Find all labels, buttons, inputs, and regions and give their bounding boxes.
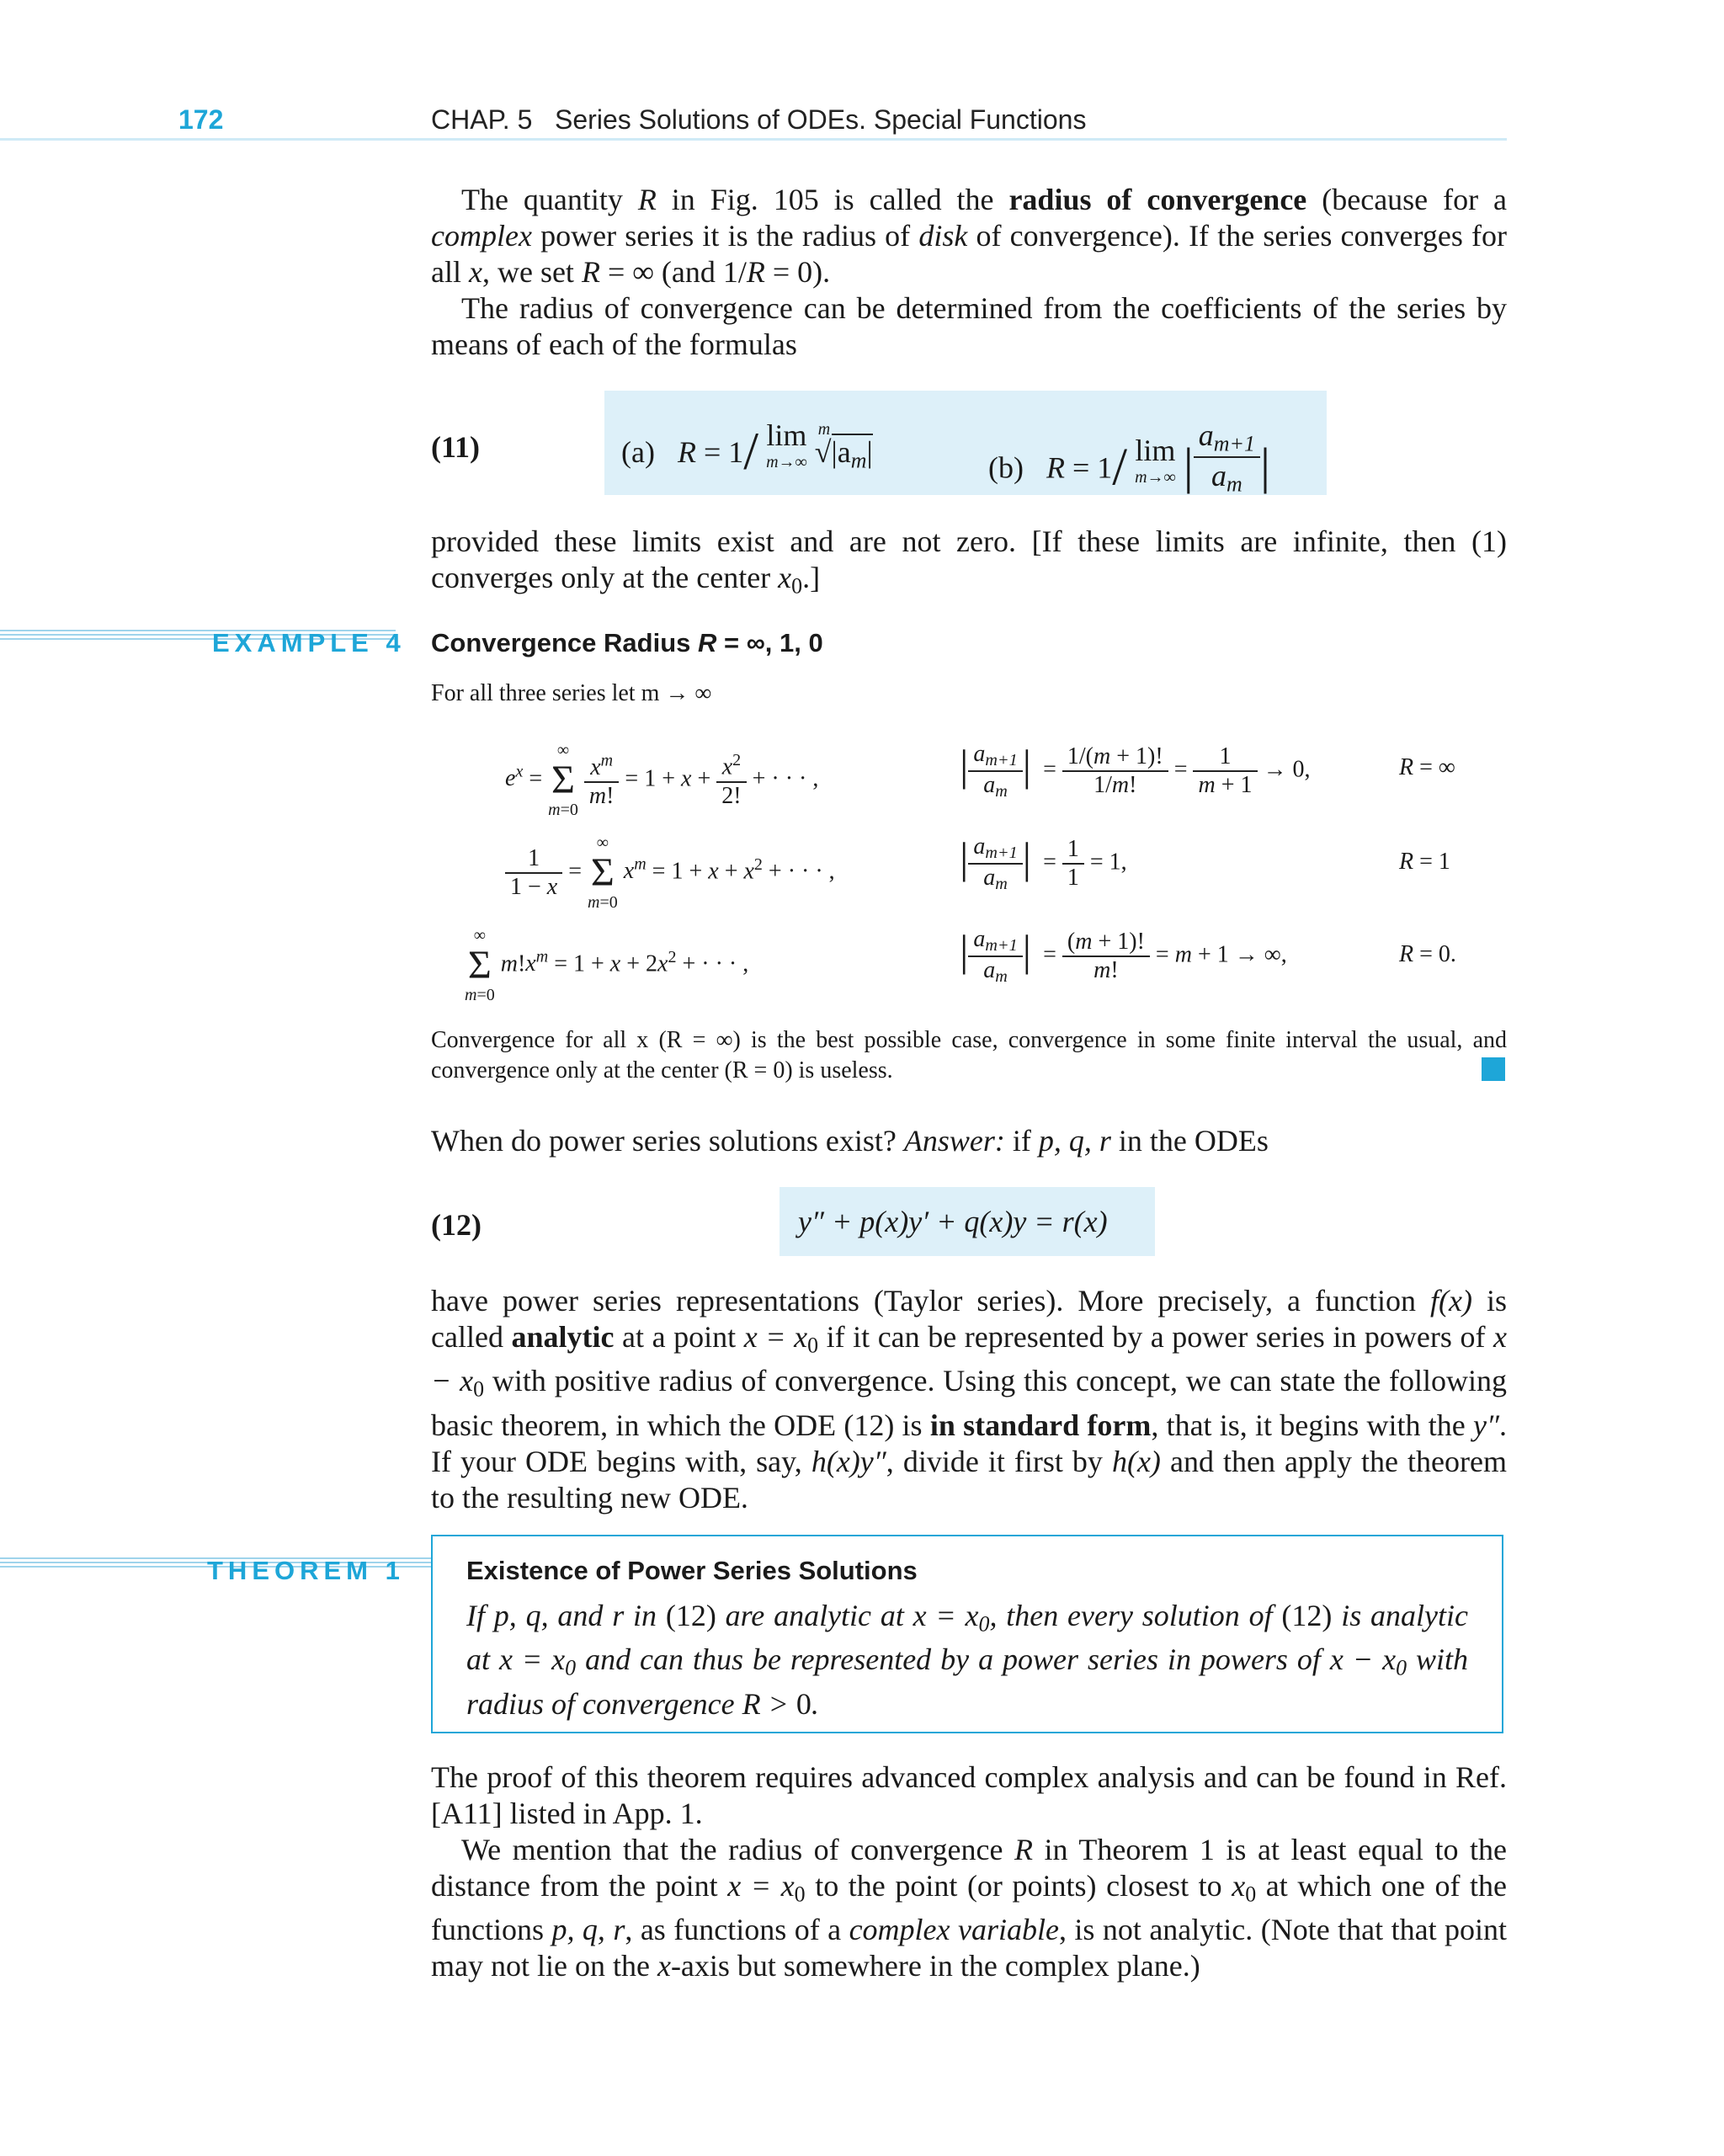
end-of-example-square xyxy=(1482,1057,1505,1081)
header-rule xyxy=(0,138,1507,141)
example-intro: For all three series let m → ∞ xyxy=(431,680,712,706)
equation-12-formula: y″ + p(x)y′ + q(x)y = r(x) xyxy=(798,1205,1108,1238)
example-row-1-result: R = ∞ xyxy=(1399,754,1455,780)
example-label: EXAMPLE 4 xyxy=(212,628,406,657)
running-head: CHAP. 5 Series Solutions of ODEs. Special Functions xyxy=(431,104,1087,135)
paragraph-question: When do power series solutions exist? Answer: if p, q, r in the ODEs xyxy=(431,1124,1269,1158)
example-row-1-ratio: | $\frac{a_{m+1}}{a_m}$ | = $\frac{1/(m + 1)!}{1/m!}$ = $\frac{1}{m + 1}$ → 0, xyxy=(960,741,1311,801)
example-row-3-series: ∞ Σ m=0 $m!x^m = 1 + x + 2x^2$ + · · · , xyxy=(465,926,749,1004)
theorem-label: THEOREM 1 xyxy=(207,1556,405,1585)
paragraph-analytic: have power series representations (Taylor series). More precisely, a function f(x) is called analytic at a point $x = x_0$ if it can be represented by a power series in powers of $x - x_0$ with positive radius of convergence. Using this concept, we can state the following basic theorem, in which the ODE (12) is in standard form, that is, it begins with the y″. If your ODE begins with, say, h(x)y″, divide it first by h(x) and then apply the theorem to the resulting new ODE. xyxy=(431,1284,1508,1515)
intro-paragraphs xyxy=(431,182,1507,363)
theorem-title: Existence of Power Series Solutions xyxy=(466,1556,918,1585)
paragraph-formulas: The radius of convergence can be determined from the coefficients of the series by means of each of the formulas xyxy=(431,291,1507,361)
equation-12-number: (12) xyxy=(431,1208,482,1242)
example-row-3-result: R = 0. xyxy=(1399,941,1456,967)
equation-11b: (b) R = 1/ lim m→∞ | $\frac{a_{m+1}}{a_m}$ | xyxy=(988,418,1270,497)
paragraph-limits: provided these limits exist and are not zero. [If these limits are infinite, then (1) converges only at the center $x_0$.] xyxy=(431,524,1507,599)
example-row-3-ratio: | $\frac{a_{m+1}}{a_m}$ | = $\frac{(m + 1)!}{m!}$ = m + 1 → ∞, xyxy=(960,926,1287,987)
theorem-statement: If p, q, and r in (12) are analytic at $x = x_0$, then every solution of (12) is analytic at $x = x_0$ and can thus be represented by a power series in powers of $x - x_0$ with radius of convergence R > 0. xyxy=(466,1599,1468,1721)
example-row-2-ratio: | $\frac{a_{m+1}}{a_m}$ | = $\frac{1}{1}$ = 1, xyxy=(960,833,1127,894)
page-number: 172 xyxy=(178,104,224,135)
paragraph-radius: The quantity R in Fig. 105 is called the radius of convergence (because for a complex power series it is the radius of disk of convergence). If the series converges for all x, we set R = ∞ (and 1/R = 0). xyxy=(431,183,1508,289)
paragraph-radius-distance: We mention that the radius of convergence R in Theorem 1 is at least equal to the distance from the point $x = x_0$ to the point (or points) closest to $x_0$ at which one of the functions p, q, r, as functions of a complex variable, is not analytic. (Note that that point may not lie on the x-axis but somewhere in the complex plane.) xyxy=(431,1833,1508,1983)
example-row-2-result: R = 1 xyxy=(1399,849,1450,875)
closing-paragraphs xyxy=(431,1759,1507,1984)
example-row-2-series: $\frac{1}{1 - x}$ = ∞ Σ m=0 $x^m = 1 + x + x^2$ + · · · , xyxy=(505,833,835,913)
example-closing: Convergence for all x (R = ∞) is the best possible case, convergence in some finite interval the usual, and convergence only at the center (R = 0) is useless. xyxy=(431,1027,1507,1083)
paragraph-proof: The proof of this theorem requires advanced complex analysis and can be found in Ref. [A11] listed in App. 1. xyxy=(431,1760,1507,1830)
equation-11a: (a) R = 1/ lim m→∞ m $√|a_m|$ xyxy=(621,418,873,481)
equation-11-number: (11) xyxy=(431,430,480,464)
example-title: Convergence Radius R = ∞, 1, 0 xyxy=(431,628,823,657)
example-row-1-series: $e^x$ = ∞ Σ m=0 $\frac{x^m}{m!}$ = 1 + x + $\frac{x^2}{2!}$ + · · · , xyxy=(505,741,819,819)
